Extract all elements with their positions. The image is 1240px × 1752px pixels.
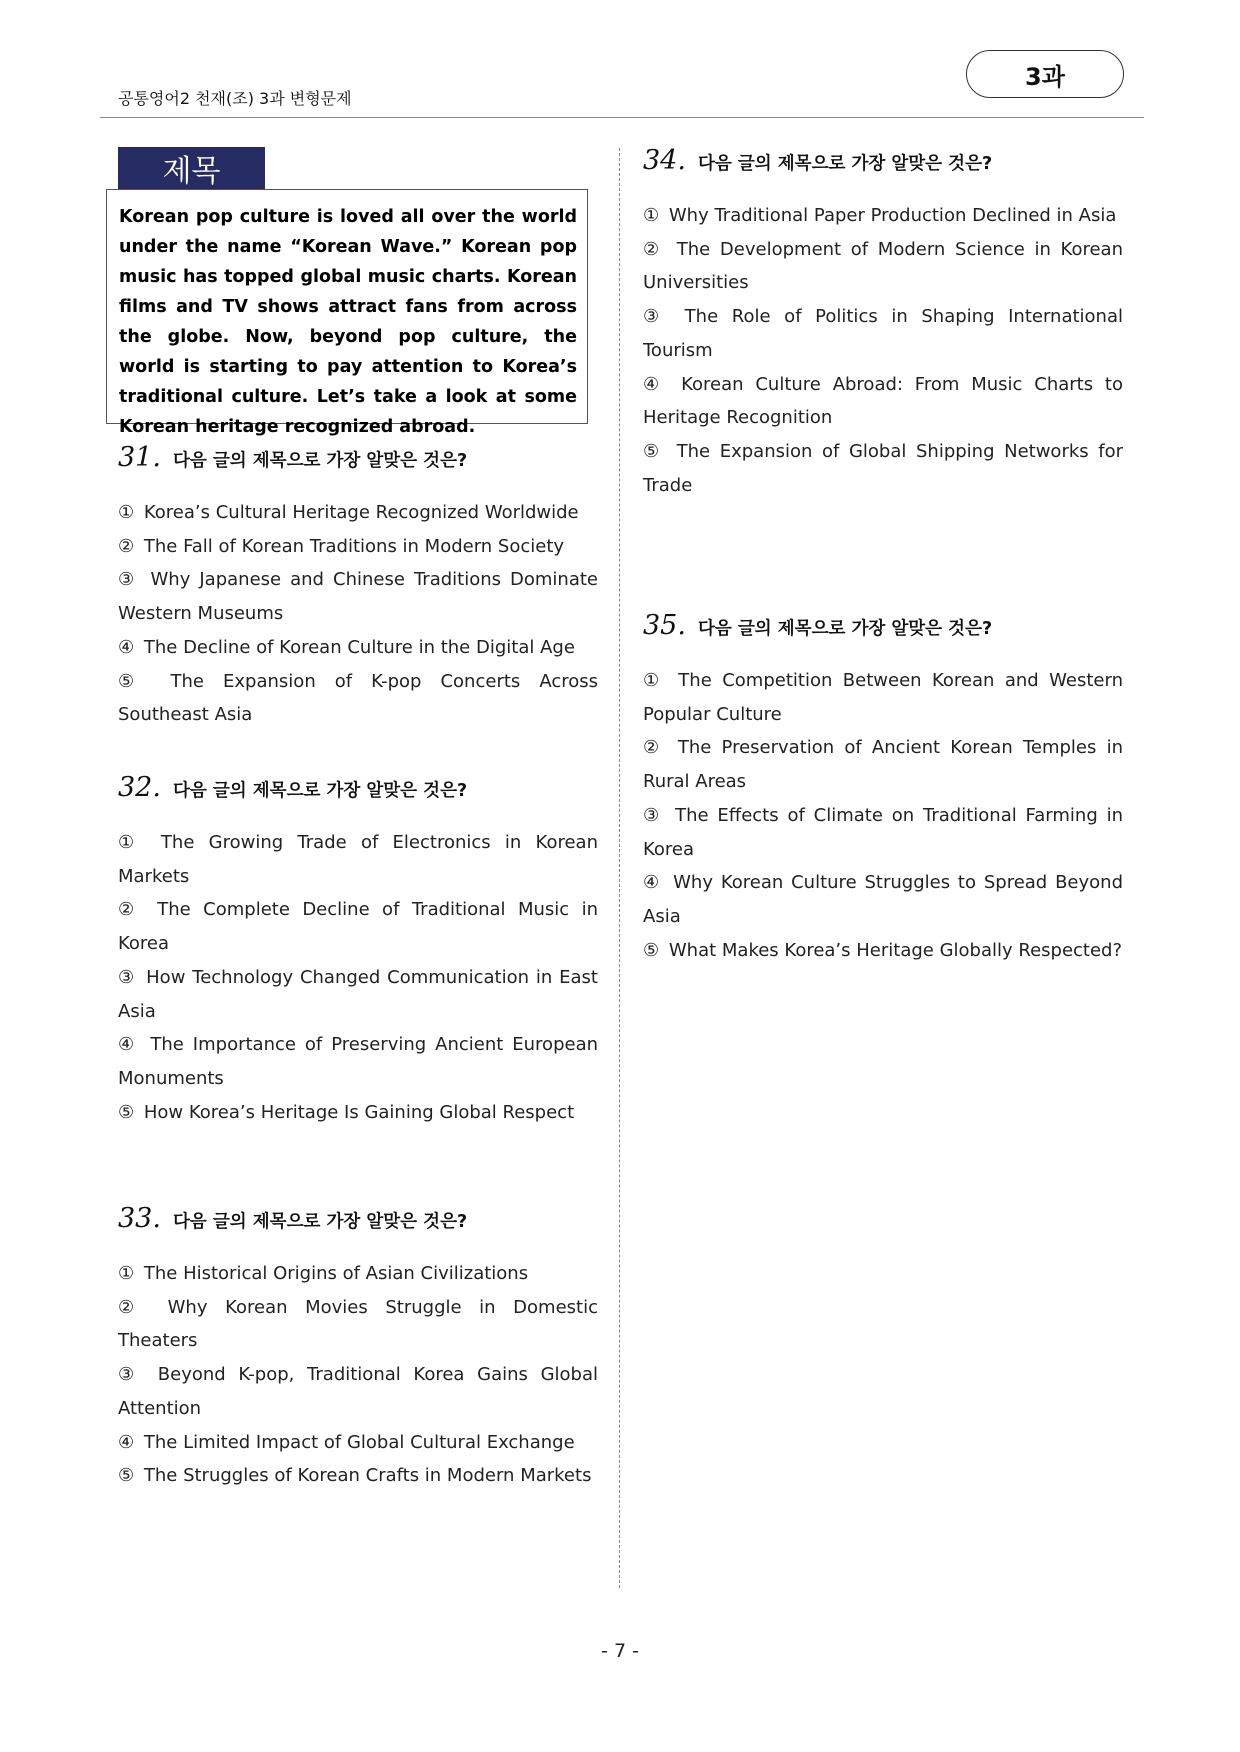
question-number: 31.: [118, 442, 161, 473]
option-number: ②: [118, 1296, 147, 1318]
passage-tag: 제목: [118, 147, 265, 189]
option-list: [118, 496, 598, 732]
option-number: ④: [118, 1034, 138, 1056]
answer-option-4[interactable]: [118, 1028, 598, 1095]
option-number: ⑤: [643, 440, 664, 462]
question-prompt: 다음 글의 제목으로 가장 알맞은 것은?: [697, 619, 993, 639]
question-number: 32.: [118, 772, 161, 803]
answer-option-2[interactable]: [643, 731, 1123, 798]
option-number: ④: [118, 1431, 135, 1453]
option-text: Why Traditional Paper Production Declined in Asia: [668, 205, 1117, 226]
answer-option-1[interactable]: [118, 826, 598, 893]
option-number: ③: [643, 804, 663, 826]
option-list: [118, 826, 598, 1129]
question-31: [118, 442, 598, 732]
option-number: ③: [118, 569, 138, 591]
header-divider: [100, 117, 1144, 118]
question-prompt: 다음 글의 제목으로 가장 알맞은 것은?: [172, 781, 468, 801]
option-number: ①: [118, 502, 135, 523]
option-text: The Expansion of K-pop Concerts Across Southeast Asia: [118, 670, 598, 726]
answer-option-5[interactable]: [643, 435, 1123, 502]
answer-option-5[interactable]: [118, 665, 598, 732]
option-text: The Limited Impact of Global Cultural Exchange: [143, 1431, 575, 1453]
passage-text: Korean pop culture is loved all over the world under the name “Korean Wave.” Korean pop music has topped global music charts. Korean films and TV shows attract fans from across the globe. Now, beyond pop culture, the world is starting to pay attention to Korea’s traditional culture. Let’s take a look at some Korean heritage recognized abroad.: [119, 207, 577, 437]
option-number: ①: [118, 832, 143, 853]
answer-option-1[interactable]: [643, 664, 1123, 731]
option-number: ⑤: [118, 670, 148, 692]
question-prompt: 다음 글의 제목으로 가장 알맞은 것은?: [172, 451, 468, 471]
answer-option-5[interactable]: [643, 934, 1123, 968]
question-prompt: 다음 글의 제목으로 가장 알맞은 것은?: [697, 154, 993, 174]
option-text: Korea’s Cultural Heritage Recognized Worldwide: [143, 502, 579, 523]
option-text: The Historical Origins of Asian Civilizations: [143, 1263, 529, 1284]
answer-option-4[interactable]: [643, 866, 1123, 933]
question-35: [643, 610, 1123, 967]
option-text: The Competition Between Korean and Western Popular Culture: [643, 670, 1123, 725]
option-number: ①: [643, 205, 660, 226]
option-number: ②: [118, 899, 141, 921]
option-text: Korean Culture Abroad: From Music Charts to Heritage Recognition: [643, 373, 1123, 429]
column-divider: [619, 148, 620, 1588]
answer-option-3[interactable]: [643, 300, 1123, 367]
option-number: ②: [118, 535, 135, 557]
question-header: [643, 145, 1123, 185]
option-number: ③: [118, 1364, 142, 1386]
option-text: The Complete Decline of Traditional Music in Korea: [118, 899, 598, 955]
option-text: How Technology Changed Communication in East Asia: [118, 966, 598, 1022]
option-text: The Effects of Climate on Traditional Farming in Korea: [643, 804, 1123, 860]
answer-option-3[interactable]: [643, 799, 1123, 866]
option-number: ⑤: [643, 939, 660, 961]
option-text: Why Japanese and Chinese Traditions Dominate Western Museums: [118, 569, 599, 625]
answer-option-1[interactable]: [643, 199, 1123, 233]
question-number: 33.: [118, 1203, 161, 1234]
option-text: The Development of Modern Science in Korean Universities: [643, 238, 1123, 294]
option-list: [118, 1257, 598, 1493]
answer-option-4[interactable]: [118, 1426, 598, 1460]
lesson-badge: 3과: [966, 50, 1124, 98]
option-text: The Preservation of Ancient Korean Temples in Rural Areas: [643, 737, 1123, 793]
answer-option-2[interactable]: [643, 233, 1123, 300]
option-list: [643, 199, 1123, 502]
option-number: ①: [118, 1263, 135, 1284]
answer-option-5[interactable]: [118, 1096, 598, 1130]
option-number: ①: [643, 670, 664, 691]
option-number: ③: [118, 966, 136, 988]
option-text: Why Korean Culture Struggles to Spread Beyond Asia: [643, 872, 1123, 927]
option-text: The Decline of Korean Culture in the Digital Age: [143, 636, 575, 658]
passage-box: [106, 189, 588, 437]
option-number: ④: [643, 373, 666, 395]
answer-option-3[interactable]: [118, 1358, 598, 1425]
question-number: 35.: [643, 610, 686, 641]
question-header: [643, 610, 1123, 650]
answer-option-2[interactable]: [118, 1291, 598, 1358]
question-header: [118, 1203, 598, 1243]
question-prompt: 다음 글의 제목으로 가장 알맞은 것은?: [172, 1212, 468, 1232]
question-header: [118, 772, 598, 812]
answer-option-2[interactable]: [118, 893, 598, 960]
option-number: ②: [643, 737, 664, 759]
option-text: The Expansion of Global Shipping Networks for Trade: [643, 440, 1123, 496]
question-header: [118, 442, 598, 482]
option-text: What Makes Korea’s Heritage Globally Respected?: [668, 939, 1123, 961]
option-text: The Fall of Korean Traditions in Modern Society: [143, 535, 565, 557]
answer-option-1[interactable]: [118, 1257, 598, 1291]
answer-option-3[interactable]: [118, 961, 598, 1028]
option-number: ③: [643, 306, 668, 328]
option-text: Why Korean Movies Struggle in Domestic Theaters: [118, 1296, 598, 1352]
page-number: - 7 -: [601, 1640, 639, 1662]
option-list: [643, 664, 1123, 967]
option-text: How Korea’s Heritage Is Gaining Global Respect: [143, 1101, 575, 1123]
answer-option-1[interactable]: [118, 496, 598, 530]
document-header-title: 공통영어2 천재(조) 3과 변형문제: [118, 89, 352, 108]
option-text: Beyond K-pop, Traditional Korea Gains Global Attention: [118, 1364, 598, 1419]
option-number: ②: [643, 238, 664, 260]
option-number: ⑤: [118, 1465, 135, 1487]
option-text: The Role of Politics in Shaping International Tourism: [643, 306, 1123, 361]
question-number: 34.: [643, 145, 686, 176]
option-number: ④: [118, 636, 135, 658]
question-33: [118, 1203, 598, 1493]
answer-option-4[interactable]: [643, 368, 1123, 435]
answer-option-4[interactable]: [118, 631, 598, 665]
question-34: [643, 145, 1123, 502]
option-text: The Importance of Preserving Ancient European Monuments: [118, 1034, 599, 1089]
question-32: [118, 772, 598, 1129]
answer-option-2[interactable]: [118, 530, 598, 564]
answer-option-5[interactable]: [118, 1459, 598, 1493]
option-text: The Growing Trade of Electronics in Korean Markets: [118, 832, 598, 887]
option-number: ⑤: [118, 1101, 135, 1123]
option-number: ④: [643, 872, 662, 894]
option-text: The Struggles of Korean Crafts in Modern Markets: [143, 1465, 592, 1487]
answer-option-3[interactable]: [118, 563, 598, 630]
